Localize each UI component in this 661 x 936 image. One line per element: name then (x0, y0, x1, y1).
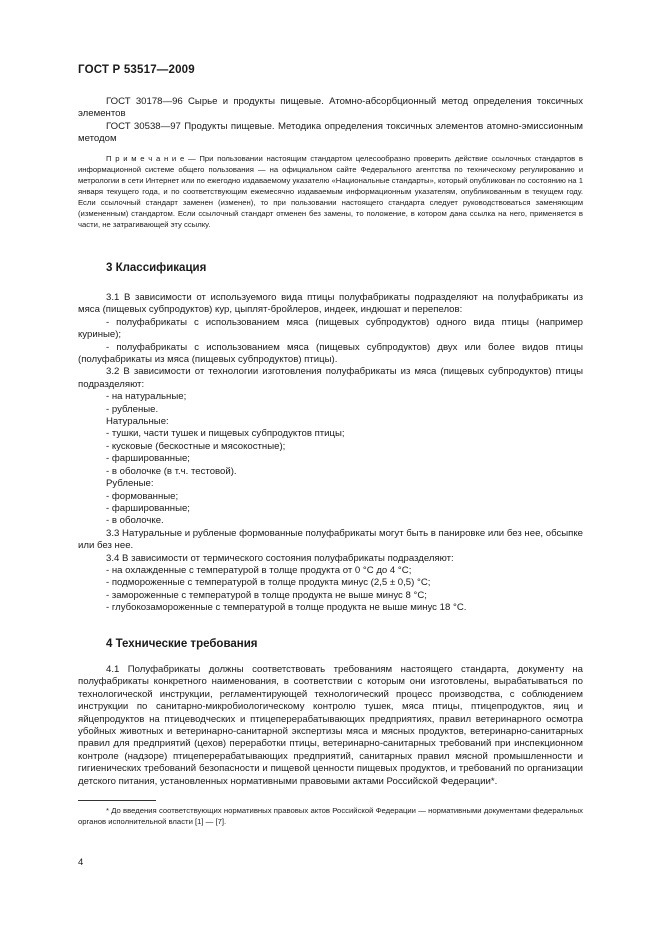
note-text: П р и м е ч а н и е — При пользовании настоящим стандартом целесообразно проверить действие ссылочных стандартов в информационной системе общего пользования — на официальном сайте Федерального агентства по техническому регулированию и метрологии в сети Интернет или по ежегодно издаваемому указателю «Национальные стандарты», который опубликован по состоянию на 1 января текущего года, и по соответствующим ежемесячно издаваемым информационным указателям, опубликованным в текущем году. Если ссылочный стандарт заменен (изменен), то при пользовании настоящего стандарта следует руководствоваться заменяющим (измененным) стандартом. Если ссылочный стандарт отменен без замены, то положение, в котором дана ссылка на него, применяется в части, не затрагивающей эту ссылку. (78, 154, 583, 229)
list-item: - глубокозамороженные с температурой в толще продукта не выше минус 18 °С. (106, 602, 467, 614)
para-3-2: 3.2 В зависимости от технологии изготовления полуфабрикаты из мяса (пищевых субпродуктов) птицы подразделяют: (78, 366, 583, 390)
section-3-body (78, 292, 583, 615)
section-3-heading: 3 Классификация (106, 262, 207, 274)
list-item: - фаршированные; (106, 502, 190, 514)
para-3-1: 3.1 В зависимости от используемого вида птицы полуфабрикаты подразделяют на полуфабрикаты из мяса (пищевых субпродуктов) кур, цыплят-бройлеров, индеек, индюшат и перепелов: (78, 292, 583, 316)
list-item: - рубленые. (106, 403, 159, 415)
note-block (78, 153, 583, 230)
subheading-natural: Натуральные: (106, 416, 169, 428)
page-number: 4 (78, 857, 84, 868)
list-item: - в оболочке (в т.ч. тестовой). (106, 465, 237, 477)
normative-references-continued (78, 96, 583, 146)
para-3-4: 3.4 В зависимости от термического состояния полуфабрикаты подразделяют: (106, 552, 454, 564)
reference-gost-30178: ГОСТ 30178—96 Сырье и продукты пищевые. Атомно-абсорбционный метод определения токсичных элементов (78, 96, 583, 120)
subheading-minced: Рубленые: (106, 478, 154, 490)
footnote-text: * До введения соответствующих нормативных правовых актов Российской Федерации — нормативными документами федеральных органов исполнительной власти [1] — [7]. (78, 806, 583, 827)
list-item: - подмороженные с температурой в толще продукта минус (2,5 ± 0,5) °С; (106, 577, 431, 589)
list-item: - полуфабрикаты с использованием мяса (пищевых субпродуктов) одного вида птицы (например куриные); (78, 316, 583, 341)
section-4-body (78, 664, 583, 788)
document-code-header: ГОСТ Р 53517—2009 (78, 64, 195, 76)
reference-gost-30538: ГОСТ 30538—97 Продукты пищевые. Методика определения токсичных элементов атомно-эмиссионным методом (78, 120, 583, 145)
list-item: - полуфабрикаты с использованием мяса (пищевых субпродуктов) двух или более видов птицы (полуфабрикаты из мяса (пищевых субпродуктов) птицы). (78, 341, 583, 366)
para-3-3: 3.3 Натуральные и рубленые формованные полуфабрикаты могут быть в панировке или без нее, обсыпке или без нее. (78, 527, 583, 552)
list-item: - кусковые (бескостные и мясокостные); (106, 440, 286, 452)
list-item: - тушки, части тушек и пищевых субпродуктов птицы; (106, 428, 345, 440)
list-item: - замороженные с температурой в толще продукта не выше минус 8 °С; (106, 589, 427, 601)
section-4-heading: 4 Технические требования (106, 638, 258, 650)
list-item: - фаршированные; (106, 453, 190, 465)
para-4-1: 4.1 Полуфабрикаты должны соответствовать требованиям настоящего стандарта, документу на полуфабрикаты конкретного наименования, в соответствии с которым они изготовлены, вырабатываться по технологической инструкции, регламентирующей технологический процесс производства, с соблюдением инструкции по санитарно-микробиологическому контролю тушек, мяса птицы, птицепродуктов, яиц и яйцепродуктов на птицеводческих и птицеперерабатывающих предприятиях, правил ветеринарного осмотра убойных животных и ветеринарно-санитарной экспертизы мяса и мясных продуктов, ветеринарно-санитарных правил для предприятий (цехов) переработки птицы, ветеринарно-санитарных требований при инспекционном контроле (надзоре) птицеперерабатывающих предприятий, санитарных правил мясной промышленности и гигиенических требований безопасности и пищевой ценности пищевых продуктов, и требований по организации детского питания, установленных нормативными правовыми актами Российской Федерации*. (78, 664, 583, 787)
footnote (78, 805, 583, 827)
list-item: - на натуральные; (106, 391, 187, 403)
list-item: - на охлажденные с температурой в толще продукта от 0 °С до 4 °С; (106, 564, 412, 576)
list-item: - формованные; (106, 490, 179, 502)
footnote-separator (78, 800, 156, 801)
list-item: - в оболочке. (106, 515, 164, 527)
